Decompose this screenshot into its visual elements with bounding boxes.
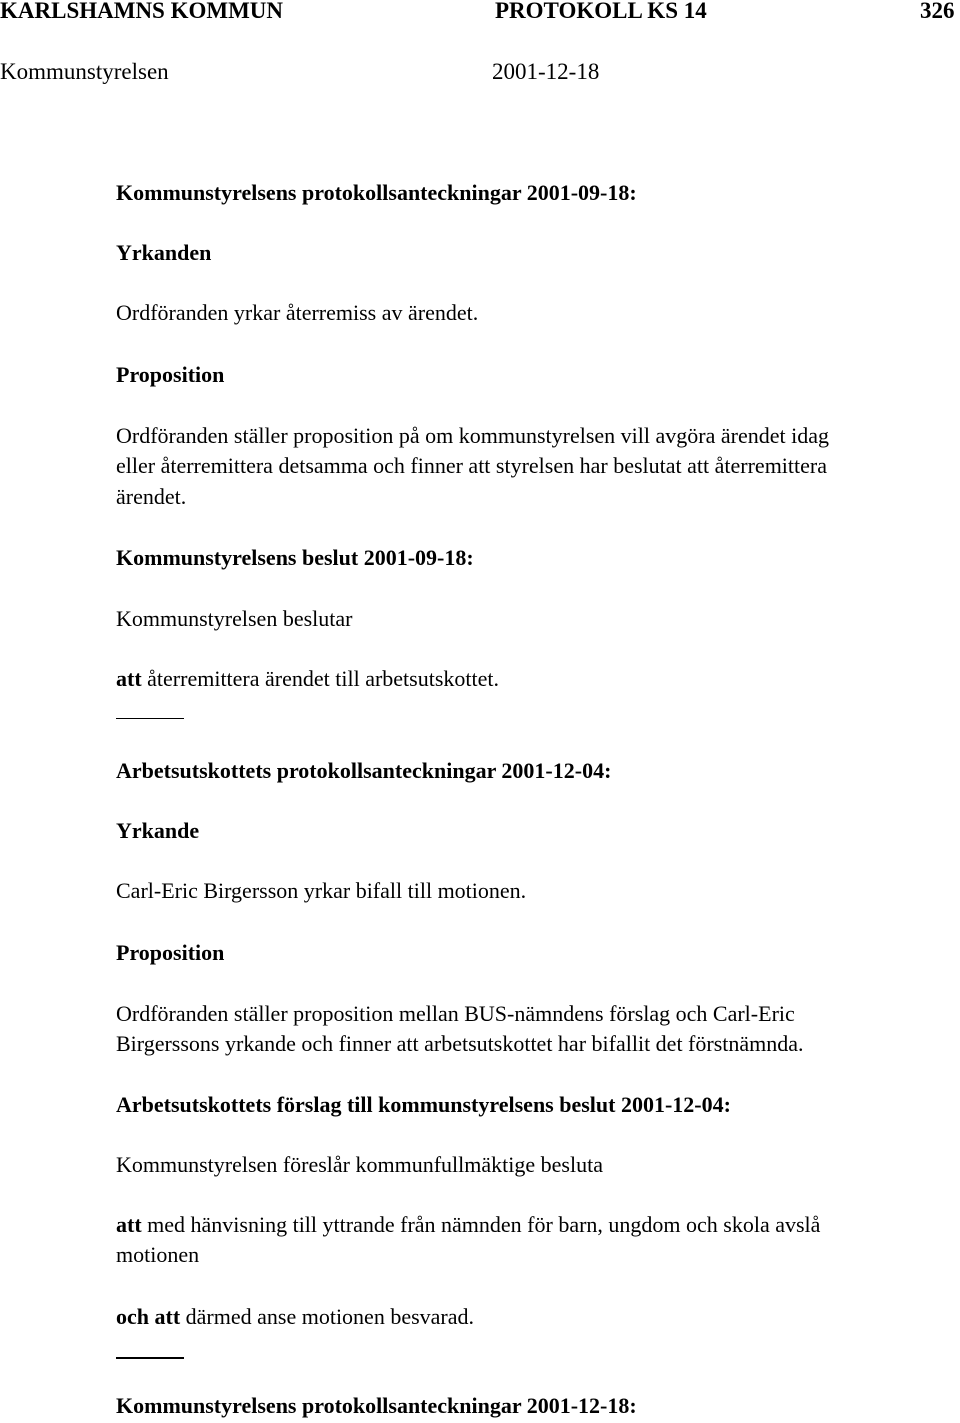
section-heading-ks-notes-0918: Kommunstyrelsens protokollsanteckningar 2001-09-18: [116,180,637,205]
paragraph-line: Ordföranden ställer proposition på om kommunstyrelsen vill avgöra ärendet idag [116,423,829,448]
och-att-keyword: och att [116,1304,181,1329]
paragraph-yrkanden: Ordföranden yrkar återremiss av ärendet. [116,300,479,325]
subheading-yrkande: Yrkande [116,818,200,843]
section-heading-au-proposal-1204: Arbetsutskottets förslag till kommunstyrelsens beslut 2001-12-04: [116,1092,731,1117]
att-text: med hänvisning till yttrande från nämnden för barn, ungdom och skola avslå [147,1212,821,1237]
subheading-proposition: Proposition [116,940,225,965]
paragraph-yrkande: Carl-Eric Birgersson yrkar bifall till motionen. [116,878,527,903]
section-heading-ks-decision-0918: Kommunstyrelsens beslut 2001-09-18: [116,545,474,570]
att-clause [116,664,499,694]
att-keyword: att [116,666,142,691]
paragraph-line: motionen [116,1242,200,1267]
och-att-text: därmed anse motionen besvarad. [185,1304,474,1329]
paragraph-line: ärendet. [116,484,187,509]
protocol-date: 2001-12-18 [492,59,600,84]
page-number: 326 [920,0,955,23]
att-text: återremittera ärendet till arbetsutskottet. [147,666,500,691]
paragraph-intro: Kommunstyrelsen föreslår kommunfullmäktige besluta [116,1152,603,1177]
protocol-label: PROTOKOLL KS 14 [495,0,707,23]
section-heading-ks-notes-1218: Kommunstyrelsens protokollsanteckningar 2001-12-18: [116,1393,637,1418]
paragraph-line: eller återremittera detsamma och finner att styrelsen har beslutat att återremittera [116,453,827,478]
att-clause [116,1210,820,1240]
och-att-clause [116,1302,474,1332]
paragraph-intro: Kommunstyrelsen beslutar [116,606,353,631]
section-heading-au-notes-1204: Arbetsutskottets protokollsanteckningar 2001-12-04: [116,758,612,783]
att-keyword: att [116,1212,142,1237]
paragraph-line: Birgerssons yrkande och finner att arbetsutskottet har bifallit det förstnämnda. [116,1031,804,1056]
municipality-name: KARLSHAMNS KOMMUN [0,0,284,23]
body-name: Kommunstyrelsen [0,59,169,84]
subheading-yrkanden: Yrkanden [116,240,212,265]
paragraph-line: Ordföranden ställer proposition mellan BUS-nämndens förslag och Carl-Eric [116,1001,795,1026]
separator-line [116,718,184,719]
separator-line [116,1357,184,1359]
subheading-proposition: Proposition [116,362,225,387]
